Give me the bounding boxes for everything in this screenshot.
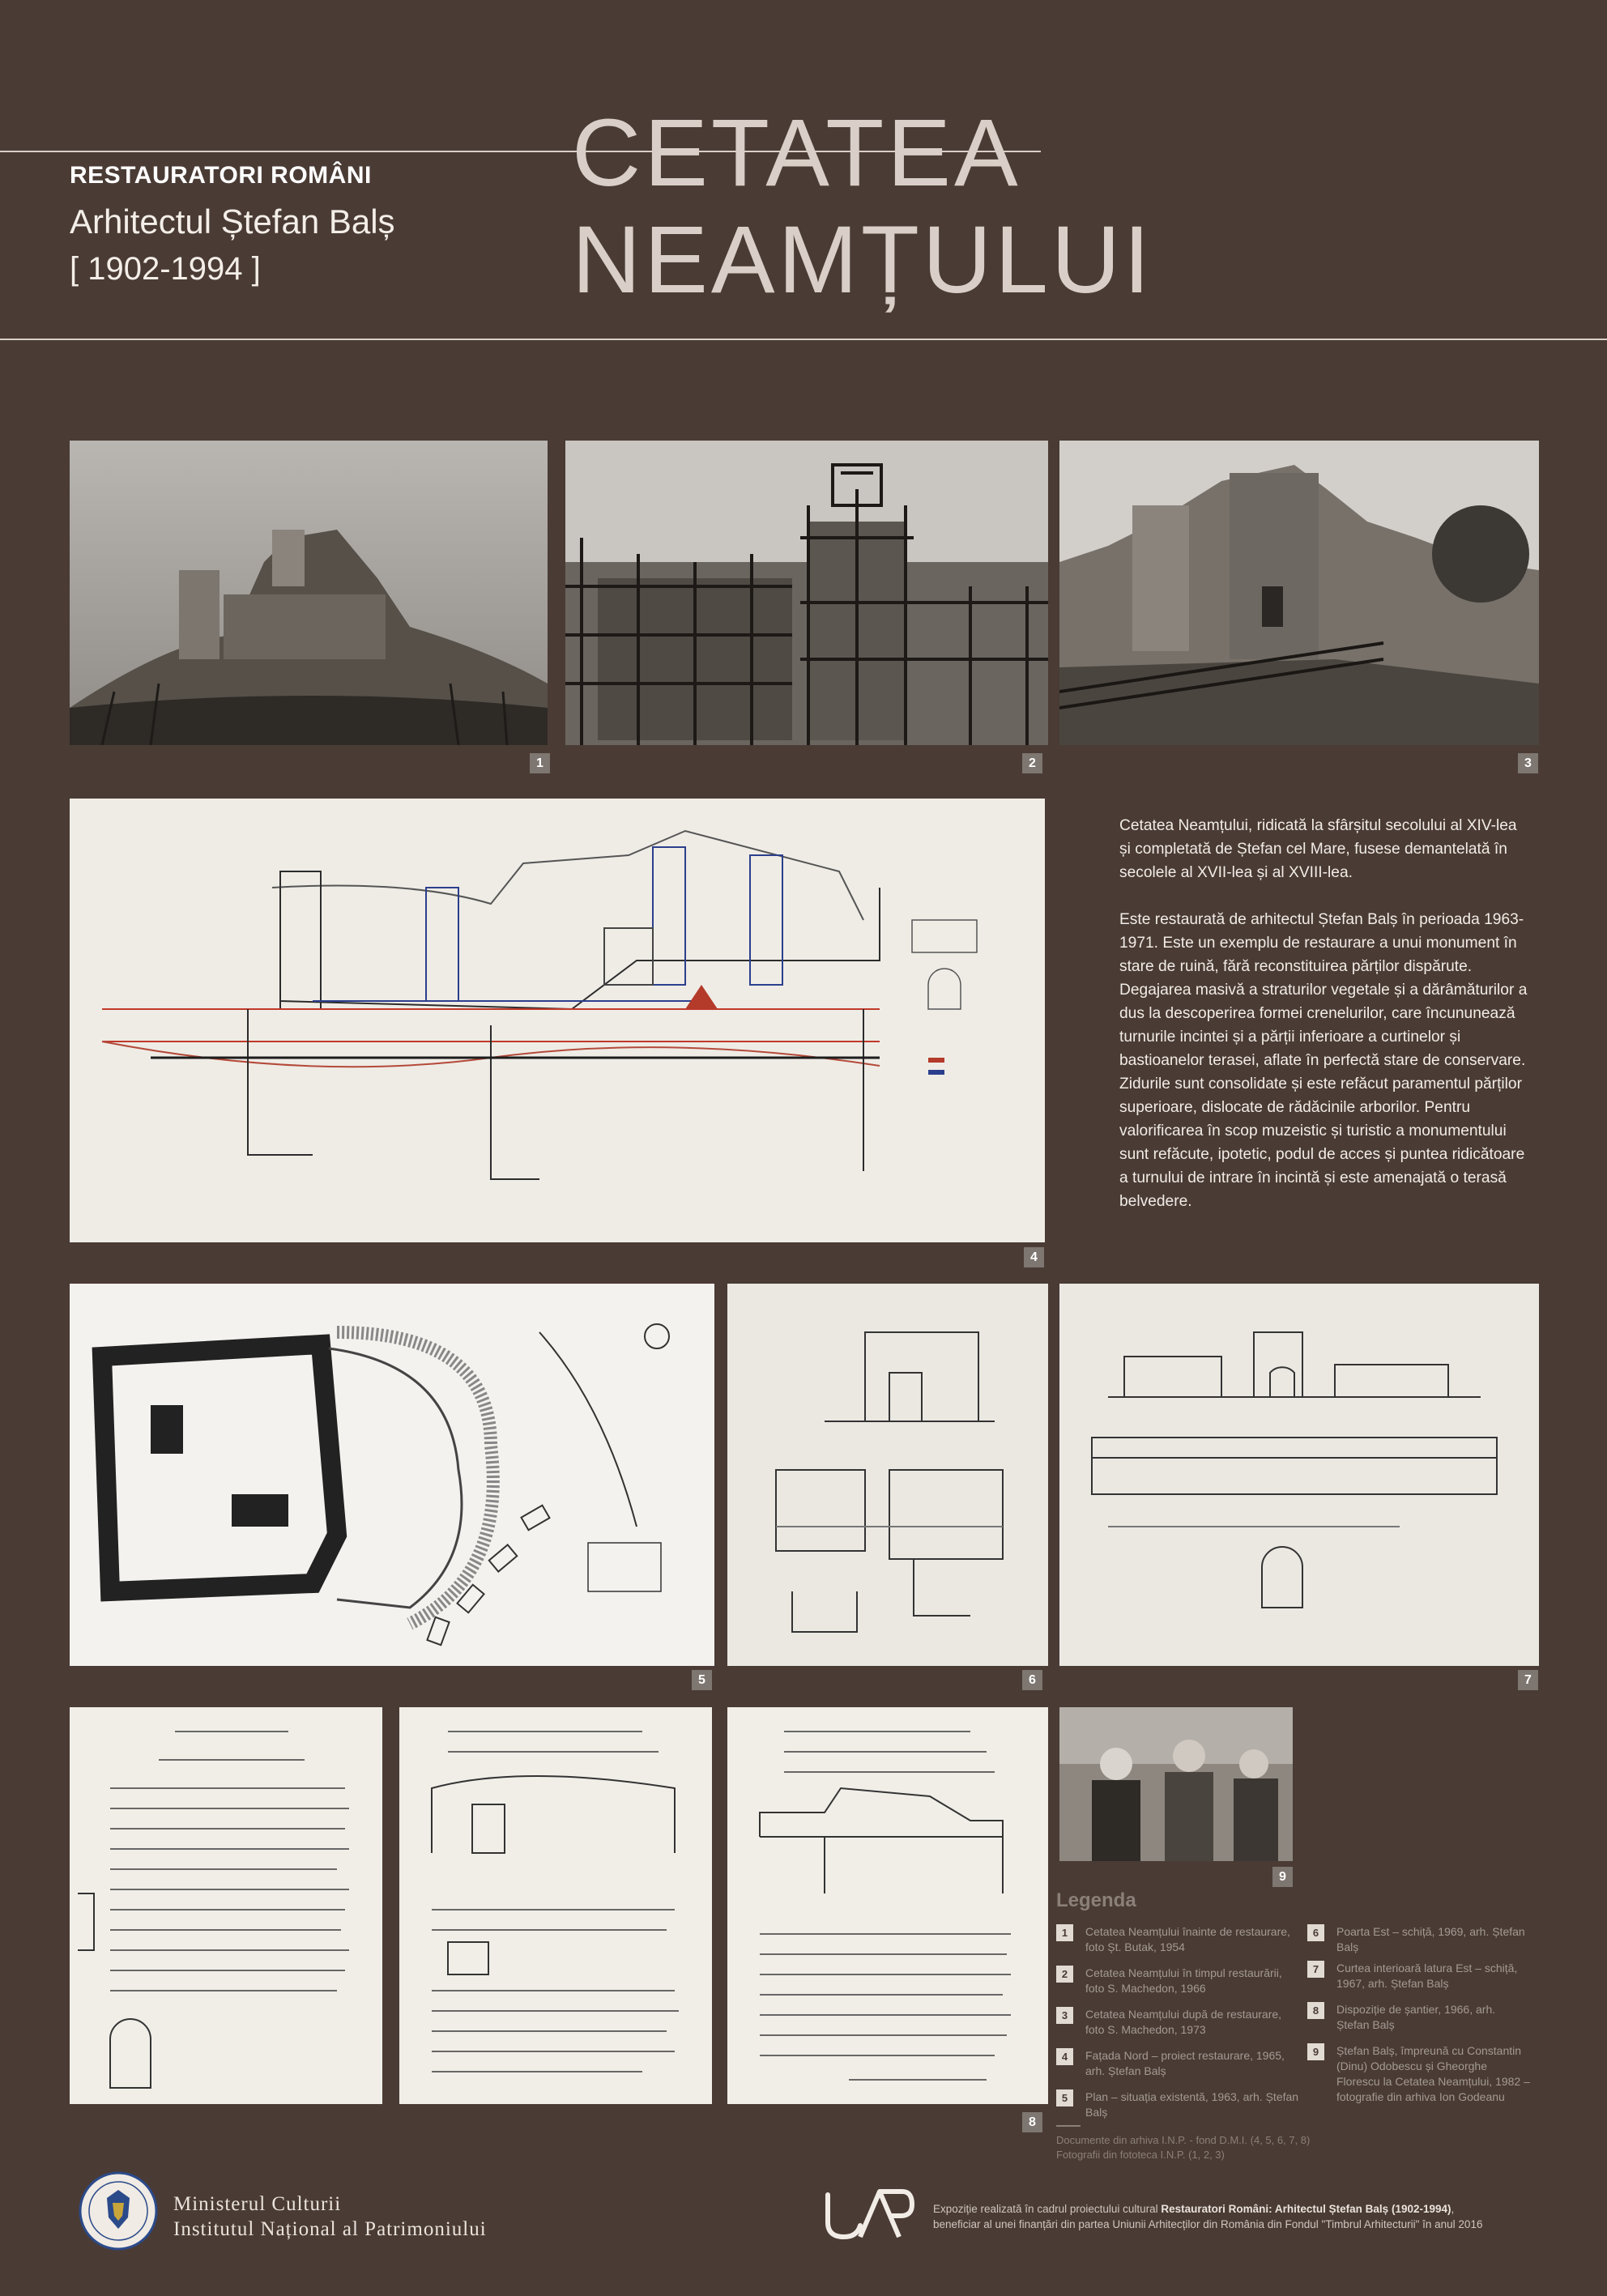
legend-text: Cetatea Neamțului înainte de restaurare, foto Șt. Butak, 1954 <box>1085 1925 1290 1953</box>
page-title-line-1: CETATEA <box>572 100 1021 207</box>
figure-number-9: 9 <box>1272 1867 1293 1887</box>
exhibition-credits-line-1 <box>933 2201 1581 2217</box>
drawing-north-facade-restoration-project <box>70 799 1045 1242</box>
description-paragraph-2: Este restaurată de arhitectul Ștefan Balș în perioada 1963-1971. Este un exemplu de restaurare a unui monument în stare de ruină, fără reconstituirea părților dispărute. Degajarea masivă a straturilor vegetale și a dărâmăturilor a dus la descoperirea formei crenelurilor, care încununează turnurile incintei și a părții inferioare a curtinelor și bastioanelor terasei, aflate în perfectă stare de conservare. Zidurile sunt consolidate și este refăcut paramentul părților superioare, dislocate de rădăcinile arborilor. Pentru valorificarea în scop muzeistic și turistic a monumentului sunt refăcute, ipotetic, podul de acces și puntea ridicătoare a turnului de intrare în incintă și este amenajată o terasă belvedere. <box>1119 911 1528 1210</box>
series-title: RESTAURATORI ROMÂNI <box>70 162 372 189</box>
figure-number-4: 4 <box>1024 1247 1044 1267</box>
legend-item-6 <box>1307 1924 1534 1957</box>
credits-project-name: Restauratori Români: Arhitectul Ștefan Balș (1902-1994) <box>1161 2203 1451 2215</box>
legend-number: 4 <box>1056 2048 1073 2065</box>
institute-seal-logo <box>78 2170 159 2251</box>
photo-fortress-before-restoration <box>70 441 548 745</box>
legend-text: Fațada Nord – proiect restaurare, 1965, arh. Ștefan Balș <box>1085 2049 1285 2077</box>
figure-number-2: 2 <box>1022 753 1042 773</box>
photo-stefan-bals-with-colleagues <box>1059 1707 1293 1861</box>
ministry-name: Ministerul Culturii <box>173 2193 342 2215</box>
legend-item-7 <box>1307 1961 1534 1993</box>
document-site-instructions-page-1 <box>70 1707 382 2104</box>
legend-source-note <box>1056 2133 1310 2162</box>
photo-fortress-after-restoration <box>1059 441 1539 745</box>
institute-name: Institutul Național al Patrimoniului <box>173 2218 487 2240</box>
credits-prefix: Expoziție realizată în cadrul proiectului cultural <box>933 2203 1162 2215</box>
legend-number: 1 <box>1056 1924 1073 1941</box>
legend-text: Plan – situația existentă, 1963, arh. Ștefan Balș <box>1085 2090 1299 2119</box>
legend-text: Cetatea Neamțului în timpul restaurării, foto S. Machedon, 1966 <box>1085 1966 1282 1995</box>
exhibition-credits <box>933 2201 1581 2232</box>
legend-number: 7 <box>1307 1961 1324 1978</box>
uar-logo <box>821 2185 915 2243</box>
sketch-east-gate <box>727 1284 1048 1666</box>
legend-item-4 <box>1056 2048 1299 2081</box>
legend-text: Dispoziție de șantier, 1966, arh. Ștefan Balș <box>1336 2003 1496 2031</box>
drawing-site-plan-existing-situation <box>70 1284 714 1666</box>
legend-item-5 <box>1056 2089 1299 2122</box>
photo-fortress-during-restoration <box>565 441 1048 745</box>
legend-note-photos: Fotografii din fototeca I.N.P. (1, 2, 3) <box>1056 2149 1225 2161</box>
legend-separator <box>1056 2125 1081 2127</box>
architect-years: [ 1902-1994 ] <box>70 251 261 287</box>
figure-number-8: 8 <box>1022 2112 1042 2132</box>
page-title-line-2: NEAMȚULUI <box>572 207 1153 313</box>
legend-text: Curtea interioară latura Est – schiță, 1967, arh. Ștefan Balș <box>1336 1962 1518 1990</box>
legend-number: 5 <box>1056 2089 1073 2106</box>
document-site-instructions-page-3 <box>727 1707 1048 2104</box>
legend-note-documents: Documente din arhiva I.N.P. - fond D.M.I. (4, 5, 6, 7, 8) <box>1056 2134 1311 2146</box>
legend-title: Legenda <box>1056 1889 1136 1911</box>
credits-suffix: , <box>1451 2203 1455 2215</box>
figure-number-3: 3 <box>1518 753 1538 773</box>
legend-number: 3 <box>1056 2007 1073 2024</box>
legend-item-9 <box>1307 2043 1534 2108</box>
legend-text: Cetatea Neamțului după de restaurare, foto S. Machedon, 1973 <box>1085 2008 1282 2036</box>
legend-text: Poarta Est – schiță, 1969, arh. Ștefan Balș <box>1336 1925 1525 1953</box>
legend-number: 8 <box>1307 2002 1324 2019</box>
legend-number: 9 <box>1307 2043 1324 2060</box>
figure-number-5: 5 <box>692 1670 712 1690</box>
description-text <box>1119 814 1528 1237</box>
legend-item-2 <box>1056 1966 1299 1998</box>
legend-text: Ștefan Balș, împreună cu Constantin (Dinu) Odobescu și Gheorghe Florescu la Cetatea Neamțului, 1982 – fotografie din arhiva Ion Godeanu <box>1336 2044 1530 2103</box>
document-site-instructions-page-2 <box>399 1707 712 2104</box>
architect-name: Arhitectul Ștefan Balș <box>70 202 395 241</box>
description-paragraph-1: Cetatea Neamțului, ridicată la sfârșitul secolului al XIV-lea și completată de Ștefan cel Mare, fusese demantelată în secolele al XVII-lea și al XVIII-lea. <box>1119 817 1517 881</box>
legend-item-1 <box>1056 1924 1299 1957</box>
figure-number-6: 6 <box>1022 1670 1042 1690</box>
legend-number: 6 <box>1307 1924 1324 1941</box>
legend-item-3 <box>1056 2007 1299 2039</box>
legend-item-8 <box>1307 2002 1534 2034</box>
figure-number-1: 1 <box>530 753 550 773</box>
figure-number-7: 7 <box>1518 1670 1538 1690</box>
header-divider <box>0 339 1607 340</box>
sketch-inner-courtyard-east-side <box>1059 1284 1539 1666</box>
exhibition-credits-line-2: beneficiar al unei finanțări din partea Uniunii Arhitecților din România din Fondul "Timbrul Arhitecturii" în anul 2016 <box>933 2218 1483 2230</box>
legend-number: 2 <box>1056 1966 1073 1983</box>
